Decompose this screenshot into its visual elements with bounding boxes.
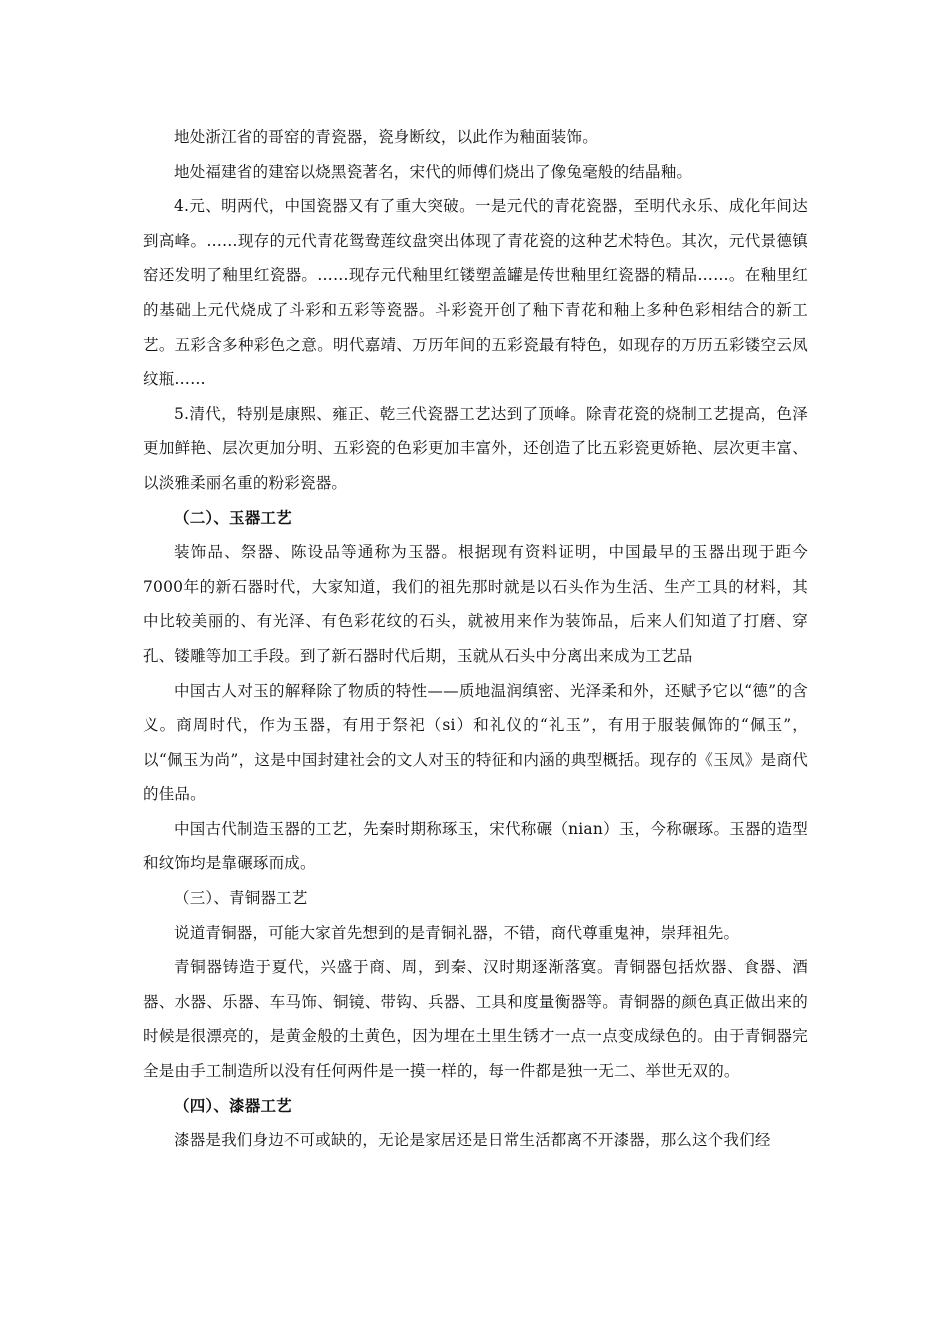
paragraph-ge-kiln: 地处浙江省的哥窑的青瓷器，瓷身断纹，以此作为釉面装饰。 (174, 128, 598, 146)
paragraph-bronze-intro: 说道青铜器，可能大家首先想到的是青铜礼器，不错，商代尊重鬼神，崇拜祖先。 (174, 923, 740, 942)
document-body (143, 120, 808, 1158)
paragraph-jade-origin: 装饰品、祭器、陈设品等通称为玉器。根据现有资料证明，中国最早的玉器出现于距今7000年的新石器时代，大家知道，我们的祖先那时就是以石头作为生活、生产工具的材料，其中比较美丽的、有光泽、有色彩花纹的石头，就被用来作为装饰品，后来人们知道了打磨、穿孔、镂雕等加工手段。到了新石器时代后期，玉就从石头中分离出来成为工艺品 (143, 543, 808, 665)
paragraph-qing-porcelain: 5.清代，特别是康熙、雍正、乾三代瓷器工艺达到了顶峰。除青花瓷的烧制工艺提高，色泽更加鲜艳、层次更加分明、五彩瓷的色彩更加丰富外，还创造了比五彩瓷更娇艳、层次更丰富、以淡雅柔丽名重的粉彩瓷器。 (143, 404, 808, 492)
paragraph-jade-virtue: 中国古人对玉的解释除了物质的特性——质地温润缜密、光泽柔和外，还赋予它以“德”的含义。商周时代，作为玉器，有用于祭祀（si）和礼仪的“礼玉”，有用于服装佩饰的“佩玉”，以“佩玉为尚”，这是中国封建社会的文人对玉的特征和内涵的典型概括。现存的《玉凤》是商代的佳品。 (143, 681, 808, 804)
paragraph-bronze-history: 青铜器铸造于夏代，兴盛于商、周，到秦、汉时期逐渐落寞。青铜器包括炊器、食器、酒器、水器、乐器、车马饰、铜镜、带钩、兵器、工具和度量衡器等。青铜器的颜色真正做出来的时候是很漂亮的，是黄金般的土黄色，因为埋在土里生锈才一点一点变成绿色的。由于青铜器完全是由手工制造所以没有任何两件是一摸一样的，每一件都是独一无二、举世无双的。 (143, 958, 808, 1081)
section-heading-lacquer: （四）、漆器工艺 (174, 1095, 292, 1115)
section-heading-jade: （二）、玉器工艺 (174, 507, 292, 527)
section-heading-bronze: （三）、青铜器工艺 (174, 889, 308, 908)
paragraph-lacquer-intro: 漆器是我们身边不可或缺的，无论是家居还是日常生活都离不开漆器，那么这个我们经 (174, 1131, 771, 1150)
paragraph-jade-carving: 中国古代制造玉器的工艺，先秦时期称琢玉，宋代称碾（nian）玉，今称碾琢。玉器的造型和纹饰均是靠碾琢而成。 (143, 819, 808, 873)
paragraph-yuan-ming-porcelain: 4.元、明两代，中国瓷器又有了重大突破。一是元代的青花瓷器，至明代永乐、成化年间达到高峰。……现存的元代青花鸳鸯莲纹盘突出体现了青花瓷的这种艺术特色。其次，元代景德镇窑还发明了釉里红瓷器。……现存元代釉里红镂塑盖罐是传世釉里红瓷器的精品……。在釉里红的基础上元代烧成了斗彩和五彩等瓷器。斗彩瓷开创了釉下青花和釉上多种色彩相结合的新工艺。五彩含多种彩色之意。明代嘉靖、万历年间的五彩瓷最有特色，如现存的万历五彩镂空云凤纹瓶…… (143, 197, 808, 389)
paragraph-jian-kiln: 地处福建省的建窑以烧黑瓷著名，宋代的师傅们烧出了像兔毫般的结晶釉。 (174, 162, 693, 181)
